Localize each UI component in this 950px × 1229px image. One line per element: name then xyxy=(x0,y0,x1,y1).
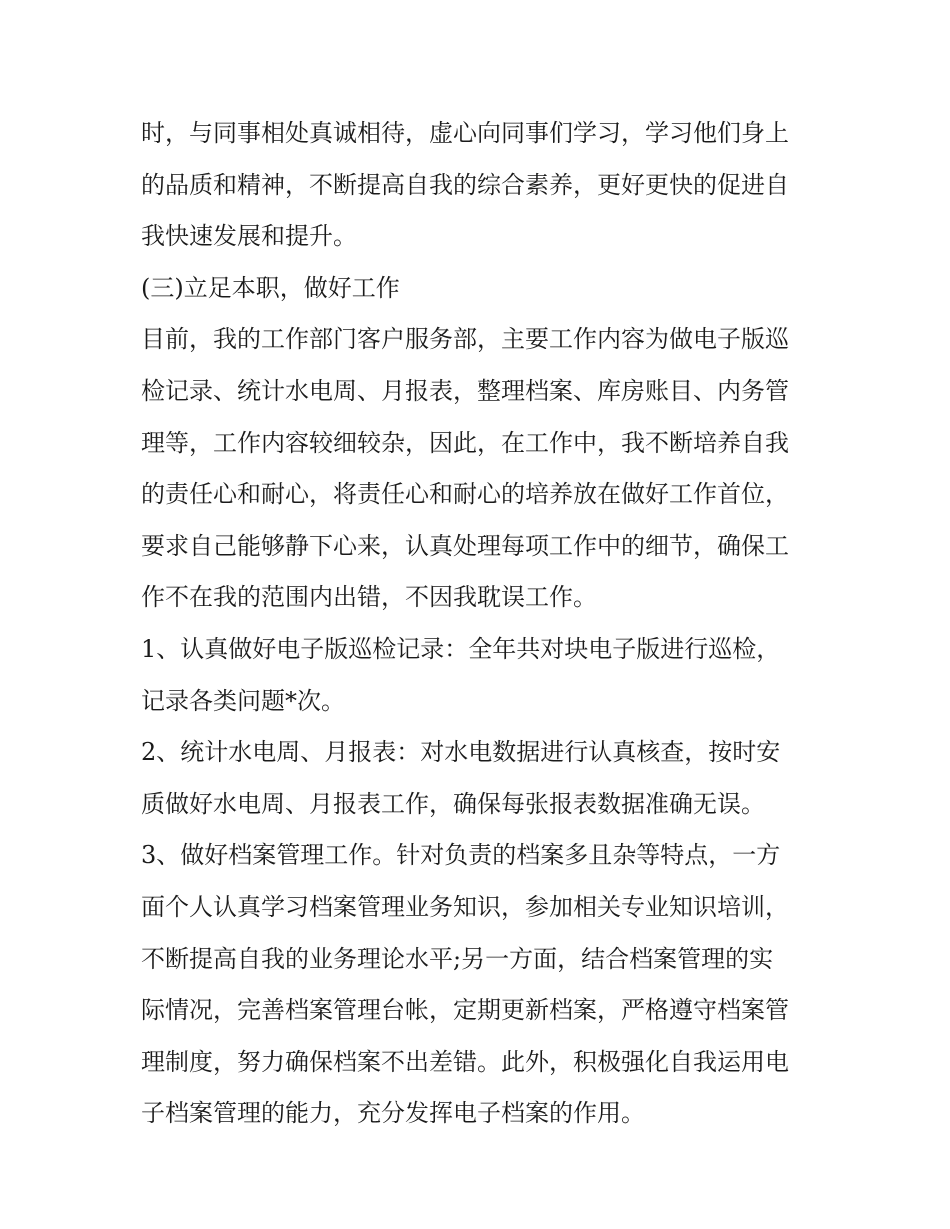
list-item-2: 2、统计水电周、月报表：对水电数据进行认真核查，按时安 xyxy=(141,738,781,767)
text-line: 检记录、统计水电周、月报表，整理档案、库房账目、内务管 xyxy=(141,376,789,405)
text-line: 记录各类问题*次。 xyxy=(141,686,345,715)
text-line: 理制度，努力确保档案不出差错。此外，积极强化自我运用电 xyxy=(141,1047,789,1076)
body-text xyxy=(141,108,821,1140)
text-line: 目前，我的工作部门客户服务部，主要工作内容为做电子版巡 xyxy=(141,325,789,354)
list-item-3: 3、做好档案管理工作。针对负责的档案多且杂等特点，一方 xyxy=(141,841,781,870)
text-line: 作不在我的范围内出错，不因我耽误工作。 xyxy=(141,583,597,612)
text-line: 我快速发展和提升。 xyxy=(141,222,357,251)
text-line: 理等，工作内容较细较杂，因此，在工作中，我不断培养自我 xyxy=(141,428,789,457)
text-line: 面个人认真学习档案管理业务知识，参加相关专业知识培训， xyxy=(141,892,789,921)
list-item-1: 1、认真做好电子版巡检记录：全年共对块电子版进行巡检， xyxy=(141,634,781,663)
text-line: 时，与同事相处真诚相待，虚心向同事们学习，学习他们身上 xyxy=(141,119,789,147)
section-heading: (三)立足本职，做好工作 xyxy=(141,273,400,302)
text-line: 要求自己能够静下心来，认真处理每项工作中的细节，确保工 xyxy=(141,531,789,560)
text-line: 的责任心和耐心，将责任心和耐心的培养放在做好工作首位， xyxy=(141,480,789,509)
text-line: 际情况，完善档案管理台帐，定期更新档案，严格遵守档案管 xyxy=(141,996,789,1025)
text-line: 质做好水电周、月报表工作，确保每张报表数据准确无误。 xyxy=(141,789,765,818)
text-line: 子档案管理的能力，充分发挥电子档案的作用。 xyxy=(141,1099,645,1128)
text-line: 不断提高自我的业务理论水平;另一方面，结合档案管理的实 xyxy=(141,944,774,973)
text-line: 的品质和精神，不断提高自我的综合素养，更好更快的促进自 xyxy=(141,170,789,199)
